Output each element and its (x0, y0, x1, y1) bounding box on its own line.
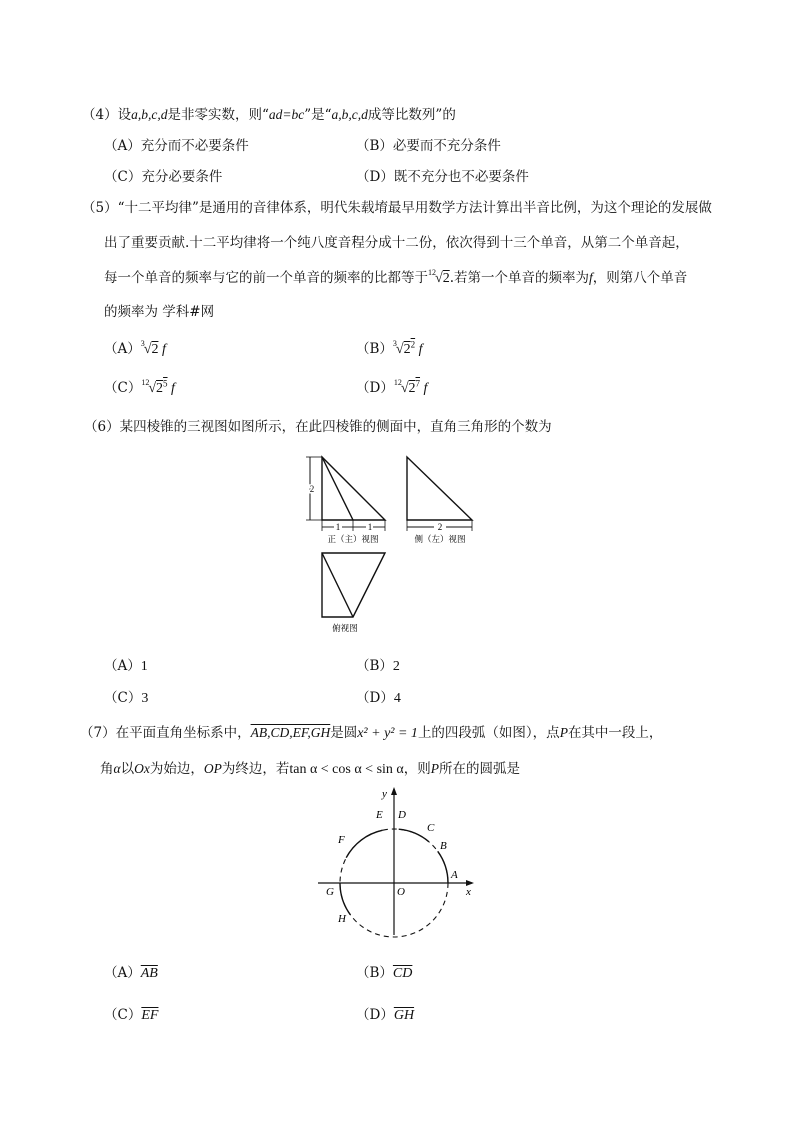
front-dim-1b: 1 (367, 522, 373, 532)
front-dim-1a: 1 (335, 522, 341, 532)
q7-stem-line2: 角α以Ox为始边，OP为终边，若tan α < cos α < sin α，则P所在的圆弧是 (100, 761, 520, 777)
q6-option-d[interactable]: （D）4 (356, 690, 401, 706)
label-b: B (440, 840, 447, 852)
three-view-figure (300, 445, 490, 640)
q6-option-a[interactable]: （A）1 (104, 658, 148, 674)
q4-number: （4） (82, 107, 118, 123)
q5-option-c[interactable]: $(C)^{12}√2^5$ f (104, 378, 175, 396)
q4-option-b[interactable]: （B）必要而不充分条件 (356, 138, 501, 154)
front-view (306, 457, 385, 531)
q7-number: （7） (80, 725, 116, 741)
arc-gh (340, 883, 350, 915)
q7-option-d[interactable]: $(D)\overline{GH}$ (356, 1007, 415, 1023)
label-h: H (338, 913, 346, 925)
label-c: C (427, 822, 435, 834)
root-12-of-2: $^{12}$√2 (428, 268, 450, 286)
arc-ab (438, 851, 448, 883)
q5-stem-line4: 的频率为 学科#网 (104, 304, 215, 320)
q6-number: （6） (84, 419, 120, 435)
label-e: E (376, 809, 383, 821)
top-view (322, 553, 385, 617)
label-x: x (466, 886, 471, 898)
side-dim-2: 2 (437, 522, 443, 532)
q5-option-d[interactable]: $(D)^{12}√2^7$ f (356, 378, 428, 396)
q5-option-b[interactable]: $(B)^3√2^2$ f (356, 339, 423, 357)
q6-option-c[interactable]: （C）3 (104, 690, 149, 706)
q6-stem: （6）某四棱锥的三视图如图所示，在此四棱锥的侧面中，直角三角形的个数为 (84, 419, 552, 435)
q7-stem-line1: （7）在平面直角坐标系中，AB,CD,EF,GH是圆x² + y² = 1上的四段弧（如图），点P在其中一段上， (80, 725, 663, 741)
q7-option-b[interactable]: $(B)\overline{CD}$ (356, 965, 413, 981)
side-view-label: 侧（左）视图 (414, 535, 466, 545)
label-g: G (326, 886, 334, 898)
q7-option-c[interactable]: $(C)\overline{EF}$ (104, 1007, 159, 1023)
arc-cd (399, 829, 429, 841)
q4-option-c[interactable]: （C）充分必要条件 (104, 169, 223, 185)
unit-circle-figure (314, 785, 484, 940)
y-axis-arrow (391, 787, 397, 795)
q5-number: （5） (82, 200, 118, 216)
top-view-label: 俯视图 (332, 624, 358, 634)
q5-stem-line1: （5）“十二平均律”是通用的音律体系，明代朱载堉最早用数学方法计算出半音比例，为这个理论的发展做 (82, 200, 712, 216)
front-dim-2: 2 (309, 484, 315, 494)
q7-option-a[interactable]: $(A)\overline{AB}$ (104, 965, 158, 981)
q5-stem-line2: 出了重要贡献.十二平均律将一个纯八度音程分成十二份，依次得到十三个单音，从第二个单音起， (104, 235, 689, 251)
q5-option-a[interactable]: $(A)^3√2$ f (104, 339, 166, 357)
label-a: A (451, 869, 458, 881)
arc-list: AB,CD,EF,GH (250, 725, 331, 740)
q5-stem-line3: 每一个单音的频率与它的前一个单音的频率的比都等于$^{12}$√2.若第一个单音的频率为f，则第八个单音 (104, 268, 688, 286)
q4-stem: （4）设a,b,c,d是非零实数，则“ad=bc”是“a,b,c,d成等比数列”的 (82, 107, 456, 123)
front-view-label: 正（主）视图 (327, 535, 379, 545)
label-d: D (398, 809, 406, 821)
label-f: F (338, 834, 345, 846)
q6-option-b[interactable]: （B）2 (356, 658, 400, 674)
label-y: y (382, 788, 387, 800)
label-o: O (397, 886, 405, 898)
arc-ef (346, 830, 383, 858)
q4-option-a[interactable]: （A）充分而不必要条件 (104, 138, 249, 154)
q4-option-d[interactable]: （D）既不充分也不必要条件 (356, 169, 529, 185)
side-view (407, 457, 472, 531)
